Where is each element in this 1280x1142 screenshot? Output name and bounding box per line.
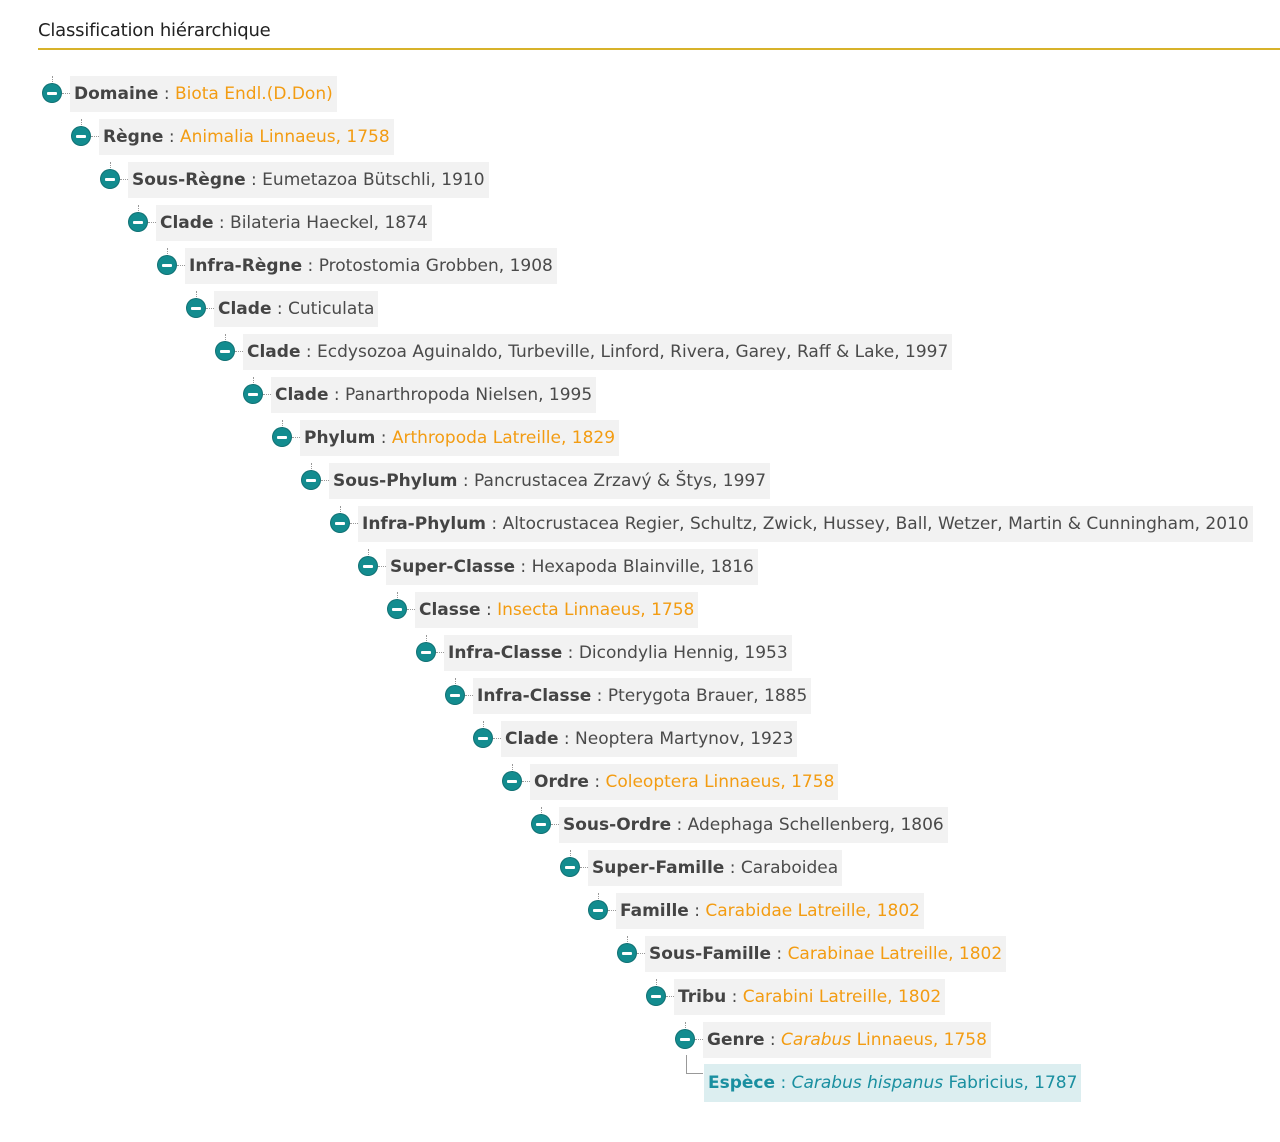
taxon-name-text[interactable]: Biota (174, 84, 219, 104)
taxon-name-text[interactable]: Coleoptera (605, 772, 699, 792)
collapse-toggle-icon[interactable] (417, 643, 435, 661)
connector-line (541, 807, 542, 815)
taxon-author: Brauer, 1885 (695, 686, 808, 706)
rank-separator: : (245, 170, 263, 190)
collapse-toggle-icon[interactable] (187, 299, 205, 317)
taxon-name (230, 213, 428, 233)
connector-line (522, 781, 530, 782)
rank-label: Infra-Phylum (362, 514, 487, 534)
taxon-author[interactable]: Linnaeus, 1758 (704, 772, 835, 792)
rank-separator: : (775, 1073, 792, 1093)
rank-separator: : (588, 772, 606, 792)
connector-line (465, 695, 473, 696)
rank-label: Règne (103, 127, 164, 147)
taxon-name-text[interactable]: Animalia (179, 127, 254, 147)
collapse-toggle-icon[interactable] (101, 170, 119, 188)
connector-line (695, 1039, 703, 1040)
taxon-name-text[interactable]: Carabinae (787, 944, 875, 964)
rank-separator: : (271, 299, 289, 319)
rank-separator: : (764, 1030, 782, 1050)
connector-line (666, 996, 674, 997)
taxon-name (319, 256, 553, 276)
taxon-name-text: Adephaga (687, 815, 774, 835)
connector-line (91, 136, 99, 137)
rank-separator: : (726, 987, 743, 1007)
taxon-name-text: Pancrustacea (474, 471, 588, 491)
taxon-author: Haeckel, 1874 (306, 213, 428, 233)
tree-node-label (703, 1022, 991, 1058)
taxon-link[interactable] (180, 127, 390, 147)
taxon-link[interactable] (605, 772, 834, 792)
connector-line (455, 678, 456, 686)
taxon-link[interactable] (705, 901, 920, 921)
tree-node-label (559, 807, 948, 843)
taxon-link[interactable] (788, 944, 1003, 964)
collapse-toggle-icon[interactable] (129, 213, 147, 231)
rank-label: Clade (505, 729, 559, 749)
taxon-name (741, 858, 838, 878)
connector-line (292, 437, 300, 438)
connector-line (656, 979, 657, 987)
connector-line (340, 506, 341, 514)
tree-node-label (645, 936, 1006, 972)
connector-line (551, 824, 559, 825)
collapse-toggle-icon[interactable] (647, 987, 665, 1005)
rank-label: Clade (247, 342, 301, 362)
taxon-species-italic: Carabus hispanus (791, 1073, 944, 1093)
taxon-author: Schellenberg, 1806 (778, 815, 944, 835)
taxon-link[interactable] (781, 1030, 987, 1050)
rank-separator: : (302, 256, 319, 276)
connector-line (350, 523, 358, 524)
taxon-author: Aguinaldo, Turbeville, Linford, Rivera, Garey, Raff & Lake, 1997 (412, 342, 949, 362)
collapse-toggle-icon[interactable] (676, 1030, 694, 1048)
connector-line (120, 179, 128, 180)
tree-node-label (386, 549, 758, 585)
taxon-author[interactable]: Linnaeus, 1758 (259, 127, 390, 147)
rank-separator: : (486, 514, 503, 534)
connector-line (637, 953, 645, 954)
taxon-author: Regier, Schultz, Zwick, Hussey, Ball, Wetzer, Martin & Cunningham, 2010 (624, 514, 1249, 534)
taxon-name-text: Hexapoda (531, 557, 618, 577)
rank-label: Super-Classe (390, 557, 516, 577)
connector-line (436, 652, 444, 653)
connector-line (493, 738, 501, 739)
rank-separator: : (688, 901, 706, 921)
connector-line (407, 609, 415, 610)
taxon-author: Hennig, 1953 (673, 643, 788, 663)
rank-label: Sous-Ordre (563, 815, 672, 835)
collapse-toggle-icon[interactable] (43, 84, 61, 102)
connector-line (685, 1022, 686, 1030)
taxon-name-text: Neoptera (575, 729, 654, 749)
connector-line (177, 265, 185, 266)
tree-node-label (329, 463, 770, 499)
tree-leaf-label (704, 1064, 1081, 1102)
connector-line (52, 76, 53, 84)
collapse-toggle-icon[interactable] (503, 772, 521, 790)
taxon-name (345, 385, 592, 405)
taxon-name-text: Protostomia (318, 256, 421, 276)
tree-node-label (214, 291, 378, 327)
taxon-author: Nielsen, 1995 (475, 385, 593, 405)
rank-label: Genre (707, 1030, 765, 1050)
taxon-author: Blainville, 1816 (622, 557, 754, 577)
rank-separator: : (724, 858, 741, 878)
collapse-toggle-icon[interactable] (589, 901, 607, 919)
rank-label: Tribu (678, 987, 727, 1007)
rank-label: Infra-Règne (189, 256, 303, 276)
taxon-name-text[interactable]: Insecta (497, 600, 559, 620)
taxon-name (575, 729, 793, 749)
taxon-author[interactable]: Latreille, 1802 (818, 987, 942, 1007)
rank-separator: : (591, 686, 608, 706)
taxon-author[interactable]: Latreille, 1802 (797, 901, 921, 921)
rank-separator: : (558, 729, 576, 749)
taxon-name-text: Bilateria (230, 213, 301, 233)
taxon-author: Fabricius, 1787 (948, 1073, 1078, 1093)
taxon-name (532, 557, 754, 577)
taxon-link[interactable] (743, 987, 941, 1007)
rank-label: Clade (275, 385, 329, 405)
rank-separator: : (515, 557, 532, 577)
taxon-name (288, 299, 374, 319)
taxon-name-text: Ecdysozoa (317, 342, 407, 362)
connector-line (263, 394, 271, 395)
taxon-name (317, 342, 948, 362)
connector-line (686, 1055, 703, 1074)
rank-label: Sous-Règne (132, 170, 246, 190)
tree-node-label (70, 76, 337, 112)
taxon-author[interactable]: Endl.(D.Don) (224, 84, 333, 104)
taxon-name (608, 686, 807, 706)
connector-line (580, 867, 588, 868)
taxon-author: Bütschli, 1910 (362, 170, 485, 190)
connector-line (570, 850, 571, 858)
collapse-toggle-icon[interactable] (532, 815, 550, 833)
taxon-link[interactable] (392, 428, 615, 448)
connector-line (378, 566, 386, 567)
taxon-name-text: Caraboidea (740, 858, 839, 878)
taxon-name (503, 514, 1249, 534)
taxon-name-text: Panarthropoda (345, 385, 470, 405)
rank-label: Infra-Classe (448, 643, 563, 663)
taxon-name (792, 1073, 1078, 1093)
connector-line (321, 480, 329, 481)
taxon-author: Zrzavý & Štys, 1997 (593, 471, 767, 491)
connector-line (253, 377, 254, 385)
connector-line (598, 893, 599, 901)
collapse-toggle-icon[interactable] (561, 858, 579, 876)
rank-separator: : (163, 127, 180, 147)
rank-label: Classe (419, 600, 481, 620)
collapse-toggle-icon[interactable] (331, 514, 349, 532)
rank-label: Sous-Famille (649, 944, 772, 964)
tree-node-label (156, 205, 432, 241)
collapse-toggle-icon[interactable] (446, 686, 464, 704)
taxon-name-text: Eumetazoa (262, 170, 358, 190)
taxon-name-text[interactable]: Arthropoda (391, 428, 488, 448)
tree-node-label (300, 420, 619, 456)
connector-line (81, 119, 82, 127)
taxon-author[interactable]: Linnaeus, 1758 (564, 600, 695, 620)
collapse-toggle-icon[interactable] (302, 471, 320, 489)
rank-separator: : (671, 815, 688, 835)
tree-node-label (128, 162, 489, 198)
rank-label: Famille (620, 901, 689, 921)
tree-node-label (588, 850, 842, 886)
tree-node-label (271, 377, 596, 413)
connector-line (397, 592, 398, 600)
tree-node-label (444, 635, 792, 671)
tree-node-label (185, 248, 557, 284)
rank-separator: : (328, 385, 346, 405)
connector-line (167, 248, 168, 256)
rank-label: Infra-Classe (477, 686, 592, 706)
section-title: Classification hiérarchique (38, 20, 271, 41)
connector-line (483, 721, 484, 729)
rank-separator: : (480, 600, 498, 620)
taxon-name-text: Altocrustacea (502, 514, 620, 534)
rank-label: Phylum (304, 428, 376, 448)
tree-node-label (501, 721, 797, 757)
taxon-name-text: Dicondylia (578, 643, 668, 663)
tree-node-label (530, 764, 838, 800)
collapse-toggle-icon[interactable] (359, 557, 377, 575)
taxon-name (579, 643, 788, 663)
collapse-toggle-icon[interactable] (388, 600, 406, 618)
taxon-name-text[interactable]: Carabini (742, 987, 814, 1007)
tree-node-label (674, 979, 945, 1015)
rank-separator: : (213, 213, 231, 233)
connector-line (235, 351, 243, 352)
rank-label: Super-Famille (592, 858, 725, 878)
connector-line (282, 420, 283, 428)
tree-node-label (616, 893, 924, 929)
rank-label: Ordre (534, 772, 589, 792)
collapse-toggle-icon[interactable] (72, 127, 90, 145)
connector-line (608, 910, 616, 911)
taxon-name-text: Pterygota (607, 686, 691, 706)
collapse-toggle-icon[interactable] (216, 342, 234, 360)
rank-label: Espèce (708, 1073, 776, 1093)
collapse-toggle-icon[interactable] (244, 385, 262, 403)
connector-line (225, 334, 226, 342)
taxon-link[interactable] (175, 84, 333, 104)
rank-separator: : (300, 342, 318, 362)
rank-label: Clade (218, 299, 272, 319)
connector-line (627, 936, 628, 944)
rank-separator: : (158, 84, 175, 104)
taxon-author[interactable]: Latreille, 1829 (492, 428, 616, 448)
taxon-author[interactable]: Linnaeus, 1758 (856, 1030, 987, 1050)
taxon-author: Grobben, 1908 (425, 256, 553, 276)
taxon-name-text[interactable]: Carabidae (705, 901, 793, 921)
rank-separator: : (771, 944, 788, 964)
connector-line (110, 162, 111, 170)
collapse-toggle-icon[interactable] (273, 428, 291, 446)
connector-line (62, 93, 70, 94)
taxon-name (474, 471, 766, 491)
taxon-name (688, 815, 944, 835)
rank-separator: : (562, 643, 579, 663)
connector-line (138, 205, 139, 213)
connector-line (196, 291, 197, 299)
collapse-toggle-icon[interactable] (474, 729, 492, 747)
tree-node-label (99, 119, 394, 155)
connector-line (426, 635, 427, 643)
taxon-link[interactable] (497, 600, 694, 620)
connector-line (148, 222, 156, 223)
taxon-name (262, 170, 484, 190)
rank-label: Clade (160, 213, 214, 233)
tree-node-label (415, 592, 698, 628)
rank-label: Domaine (74, 84, 159, 104)
connector-line (368, 549, 369, 557)
taxon-author[interactable]: Latreille, 1802 (879, 944, 1003, 964)
connector-line (206, 308, 214, 309)
tree-node-label (243, 334, 952, 370)
rank-label: Sous-Phylum (333, 471, 458, 491)
rank-separator: : (457, 471, 475, 491)
tree-node-label (358, 506, 1253, 542)
taxon-name-text: Cuticulata (288, 299, 375, 319)
collapse-toggle-icon[interactable] (618, 944, 636, 962)
connector-line (512, 764, 513, 772)
rank-separator: : (375, 428, 392, 448)
collapse-toggle-icon[interactable] (158, 256, 176, 274)
taxon-author: Martynov, 1923 (659, 729, 794, 749)
connector-line (311, 463, 312, 471)
taxon-genus-italic[interactable]: Carabus (781, 1030, 852, 1050)
tree-node-label (473, 678, 811, 714)
